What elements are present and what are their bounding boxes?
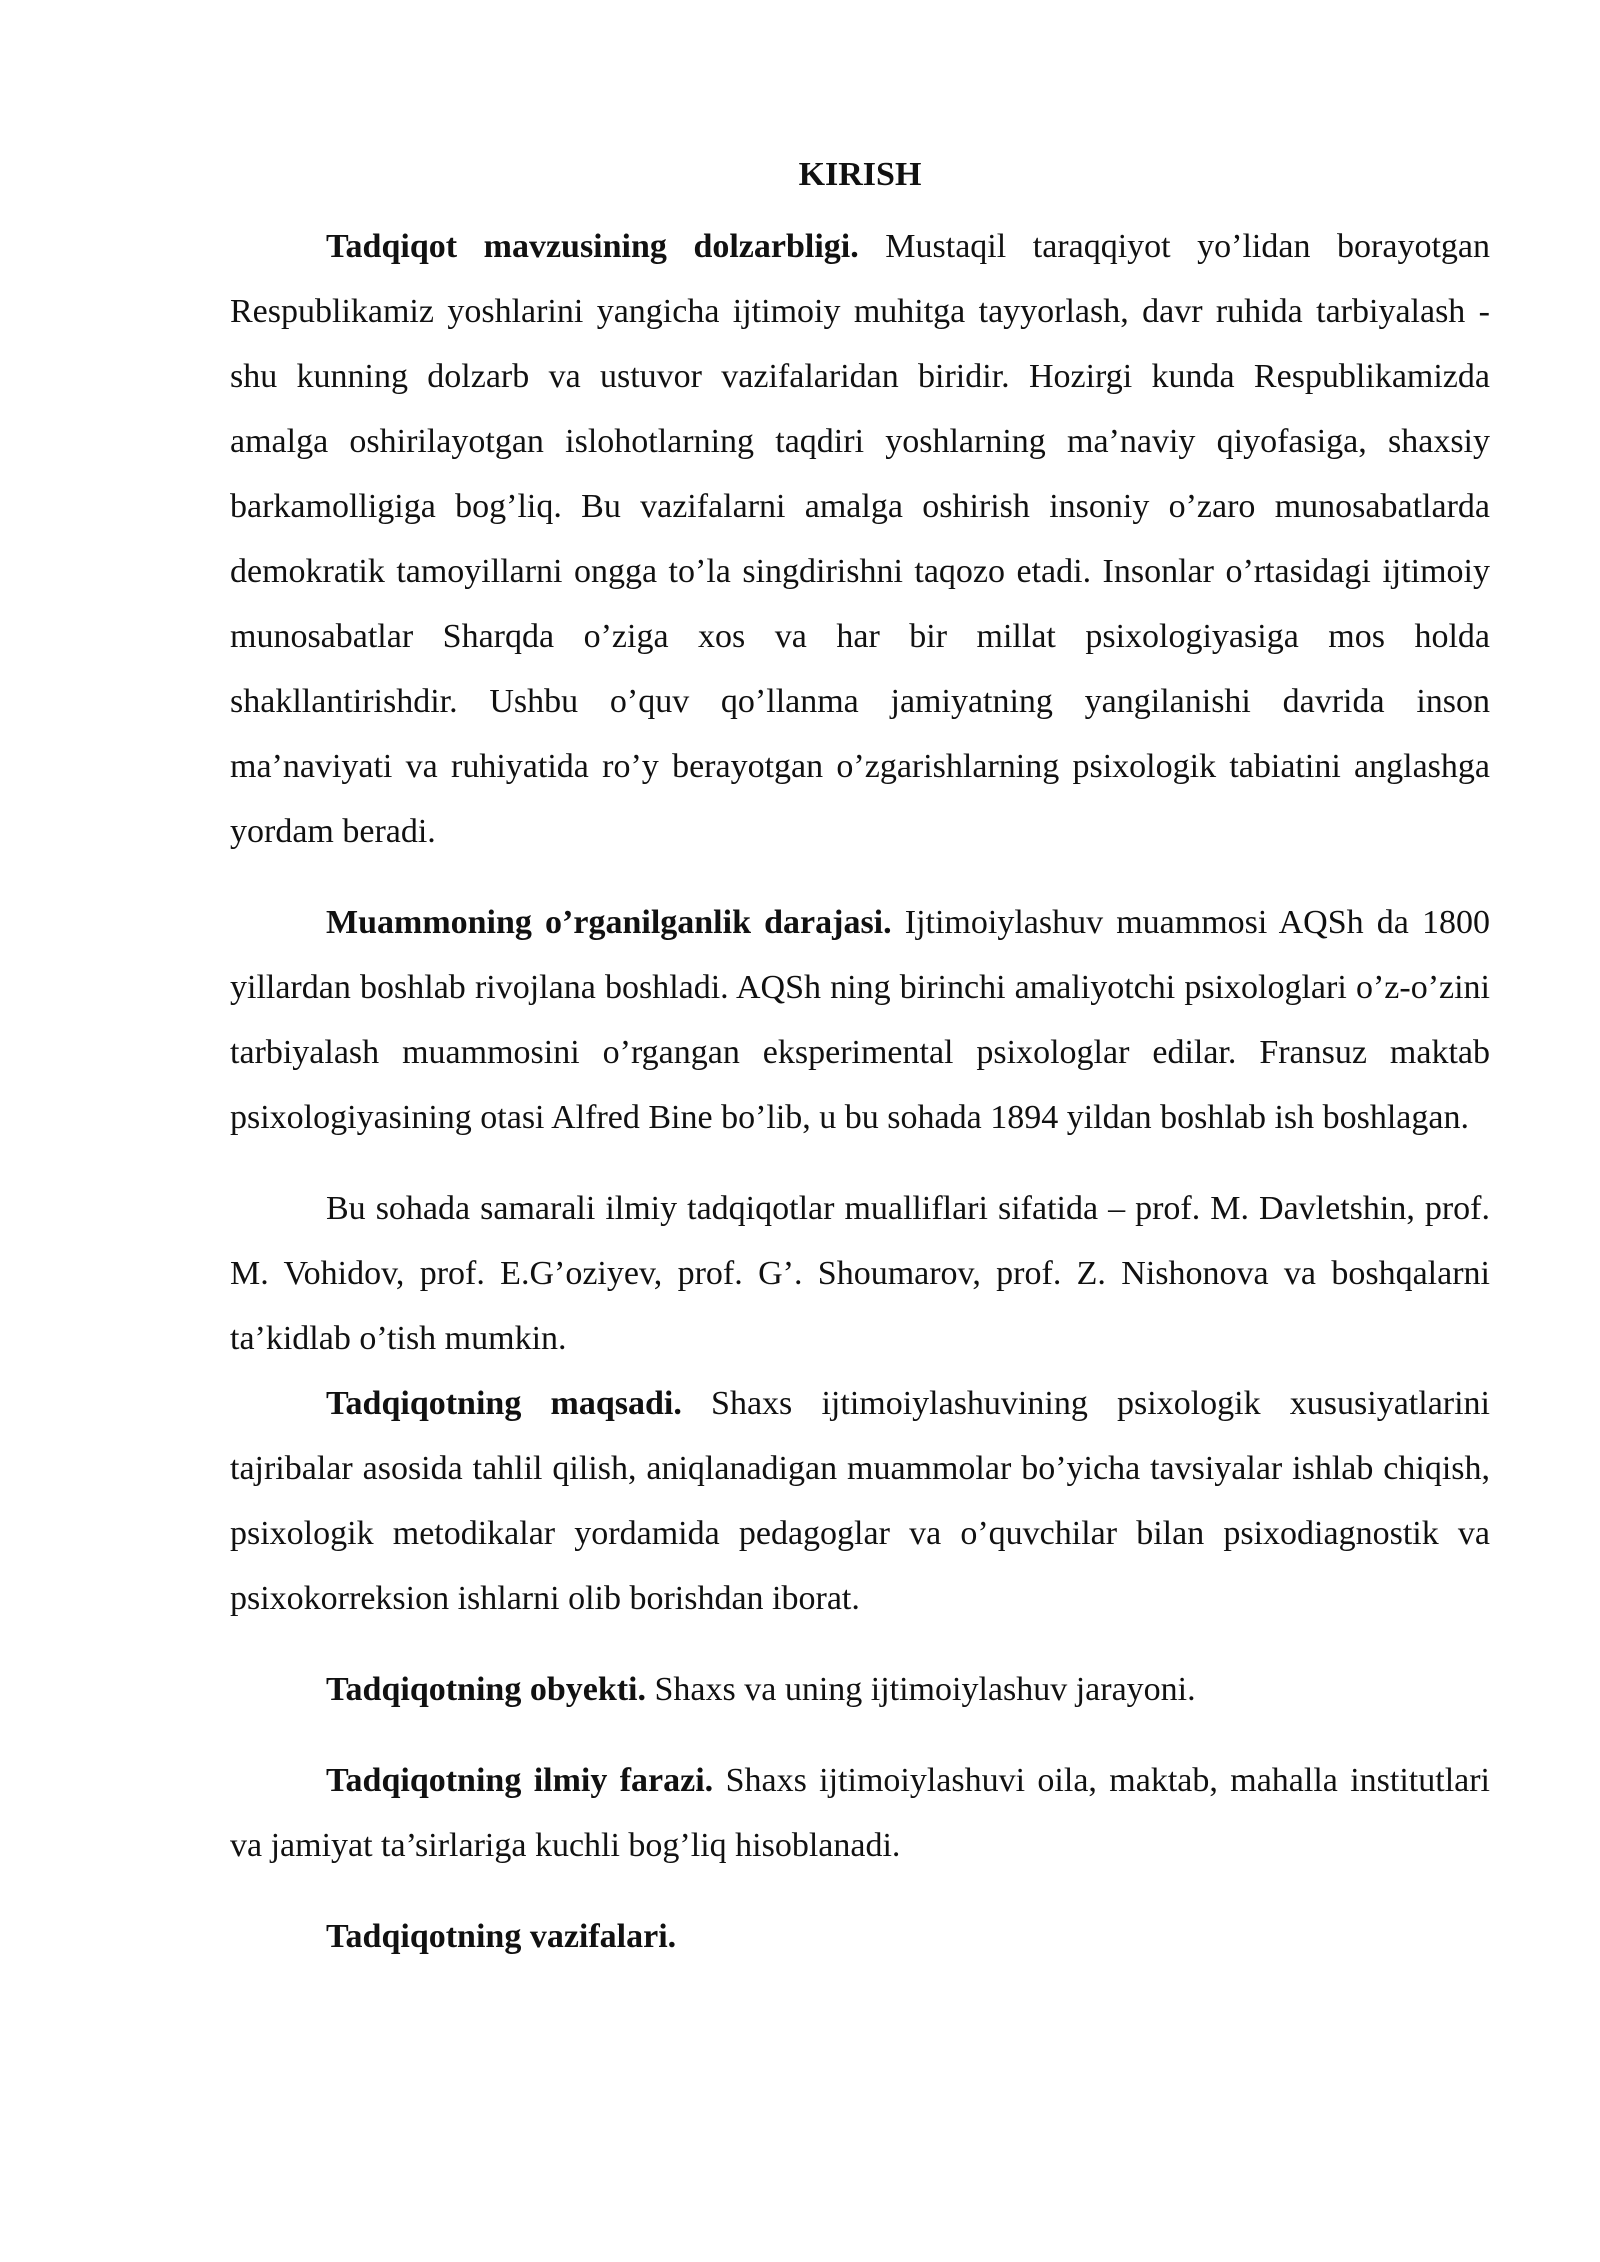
paragraph-heading: Muammoning o’rganilganlik darajasi. <box>326 904 892 941</box>
paragraph-text: Ijtimoiylashuv muammosi AQSh da 1800 yillardan boshlab rivojlana boshladi. AQSh ning birinchi amaliyotchi psixologlari o’z-o’zini tarbiyalash muammosini o’rgangan eksperimental psixologlar edilar. Fransuz maktab psixologiyasining otasi Alfred Bine bo’lib, u bu sohada 1894 yildan boshlab ish boshlagan. <box>230 904 1490 1136</box>
paragraph-relevance <box>230 214 1490 864</box>
document-page <box>230 148 1490 1969</box>
page-title: KIRISH <box>798 156 922 193</box>
paragraph-text: Bu sohada samarali ilmiy tadqiqotlar mualliflari sifatida – prof. M. Davletshin, prof. M. Vohidov, prof. E.G’oziyev, prof. G’. Shoumarov, prof. Z. Nishonova va boshqalarni ta’kidlab o’tish mumkin. <box>230 1190 1490 1357</box>
paragraph-text: Shaxs va uning ijtimoiylashuv jarayoni. <box>646 1671 1196 1708</box>
paragraph-hypothesis <box>230 1748 1490 1878</box>
paragraph-text: Shaxs ijtimoiylashuvi oila, maktab, mahalla institutlari va jamiyat ta’sirlariga kuchli bog’liq hisoblanadi. <box>230 1762 1490 1864</box>
paragraph-tasks <box>230 1904 1490 1969</box>
paragraph-authors <box>230 1176 1490 1371</box>
paragraph-heading: Tadqiqot mavzusining dolzarbligi. <box>326 228 859 265</box>
paragraph-goal <box>230 1371 1490 1631</box>
paragraph-text: Mustaqil taraqqiyot yo’lidan borayotgan Respublikamiz yoshlarini yangicha ijtimoiy muhitga tayyorlash, davr ruhida tarbiyalash - shu kunning dolzarb va ustuvor vazifalaridan biridir. Hozirgi kunda Respublikamizda amalga oshirilayotgan islohotlarning taqdiri yoshlarning ma’naviy qiyofasiga, shaxsiy barkamolligiga bog’liq. Bu vazifalarni amalga oshirish insoniy o’zaro munosabatlarda demokratik tamoyillarni ongga to’la singdirishni taqozo etadi. Insonlar o’rtasidagi ijtimoiy munosabatlar Sharqda o’ziga xos va har bir millat psixologiyasiga mos holda shakllantirishdir. Ushbu o’quv qo’llanma jamiyatning yangilanishi davrida inson ma’naviyati va ruhiyatida ro’y berayotgan o’zgarishlarning psixologik tabiatini anglashga yordam beradi. <box>230 228 1490 850</box>
paragraph-study-degree <box>230 890 1490 1150</box>
paragraph-text: Shaxs ijtimoiylashuvining psixologik xususiyatlarini tajribalar asosida tahlil qilish, aniqlanadigan muammolar bo’yicha tavsiyalar ishlab chiqish, psixologik metodikalar yordamida pedagoglar va o’quvchilar bilan psixodiagnostik va psixokorreksion ishlarni olib borishdan iborat. <box>230 1385 1490 1617</box>
paragraph-heading: Tadqiqotning ilmiy farazi. <box>326 1762 714 1799</box>
paragraph-object <box>230 1657 1490 1722</box>
paragraph-heading: Tadqiqotning maqsadi. <box>326 1385 682 1422</box>
paragraph-heading: Tadqiqotning vazifalari. <box>326 1918 677 1955</box>
paragraph-heading: Tadqiqotning obyekti. <box>326 1671 646 1708</box>
